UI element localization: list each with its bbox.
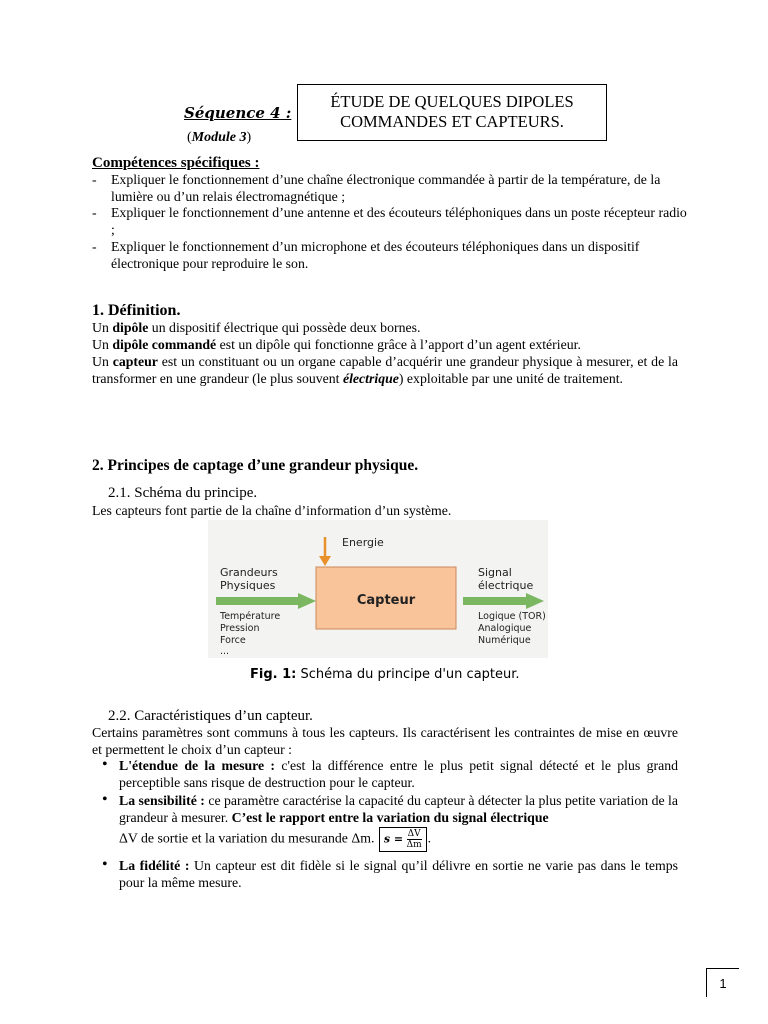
caracteristiques-list (100, 758, 678, 893)
capteur-label: Capteur (356, 593, 416, 608)
competence-item: - Expliquer le fonctionnement d’un microphone et des écouteurs téléphoniques dans un dispositif électronique pour reproduire le son. (92, 239, 692, 272)
output-example: Numérique (478, 635, 531, 646)
definition-paragraph-1: Un dipôle un dispositif électrique qui possède deux bornes. (92, 320, 421, 335)
page-number: 1 (706, 968, 739, 997)
module-label: (Module 3) (187, 130, 252, 145)
competence-item: - Expliquer le fonctionnement d’une antenne et des écouteurs téléphoniques dans un poste récepteur radio ; (92, 205, 692, 238)
caracteristiques-subheading: 2.2. Caractéristiques d’un capteur. (108, 708, 313, 724)
list-item-fidelite: • La fidélité : Un capteur est dit fidèle si le signal qu’il délivre en sortie ne varie pas dans le temps pour la même mesure. (100, 858, 678, 891)
energie-label: Energie (342, 536, 384, 549)
caracteristiques-text: Certains paramètres sont communs à tous les capteurs. Ils caractérisent les contraintes de mise en œuvre et permettent le choix d’un capteur : (92, 725, 678, 757)
input-label-2: Physiques (220, 579, 276, 592)
output-label-1: Signal (478, 566, 512, 579)
output-example: Analogique (478, 623, 532, 634)
competence-item: - Expliquer le fonctionnement d’une chaîne électronique commandée à partir de la température, de la lumière ou d’un relais électromagnétique ; (92, 172, 692, 205)
competences-list (92, 172, 692, 272)
schema-text: Les capteurs font partie de la chaîne d’information d’un système. (92, 503, 452, 518)
input-arrow (216, 593, 316, 609)
figure-caption: Fig. 1: Schéma du principe d'un capteur. (250, 667, 520, 682)
definition-paragraph-2: Un dipôle commandé est un dipôle qui fonctionne grâce à l’apport d’un agent extérieur. (92, 337, 581, 352)
schema-subheading: 2.1. Schéma du principe. (108, 485, 258, 501)
input-example: Force (220, 635, 246, 646)
title-line-1: ÉTUDE DE QUELQUES DIPOLES (330, 92, 574, 111)
definition-heading: 1. Définition. (92, 302, 181, 319)
sensor-diagram (208, 520, 548, 658)
output-example: Logique (TOR) (478, 611, 546, 622)
sensor-diagram-svg (208, 520, 548, 658)
competences-title: Compétences spécifiques : (92, 155, 260, 171)
definition-paragraph-3: Un capteur est un constituant ou un organe capable d’acquérir une grandeur physique à mesurer, et de la transformer en une grandeur (le plus souvent électrique) exploitable par une unité de traitement. (92, 354, 678, 386)
principes-heading: 2. Principes de captage d’une grandeur physique. (92, 457, 419, 474)
energy-arrowhead (319, 556, 331, 566)
title-box (297, 84, 607, 141)
input-example: ... (220, 646, 230, 657)
output-label-2: électrique (478, 579, 534, 592)
title-line-2: COMMANDES ET CAPTEURS. (340, 112, 564, 131)
sensitivity-formula: s = $\frac{\Delta V}{\Delta m}$ (379, 827, 427, 852)
list-item-sensibilite: • La sensibilité : ce paramètre caractérise la capacité du capteur à détecter la plus petite variation de la grandeur à mesurer. C’est le rapport entre la variation du signal électrique ΔV de sortie et la variation du mesurande Δm. s = $\frac{\Delta V}{\Delta m}$ . (100, 793, 678, 851)
input-example: Pression (220, 623, 260, 634)
input-example: Température (220, 611, 281, 622)
list-item-etendue: • L'étendue de la mesure : c'est la différence entre le plus petit signal détecté et le plus grand perceptible sans risque de destruction pour le capteur. (100, 758, 678, 791)
sequence-label: Séquence 4 : (184, 104, 292, 122)
input-label-1: Grandeurs (220, 566, 278, 579)
output-arrow (463, 593, 544, 609)
